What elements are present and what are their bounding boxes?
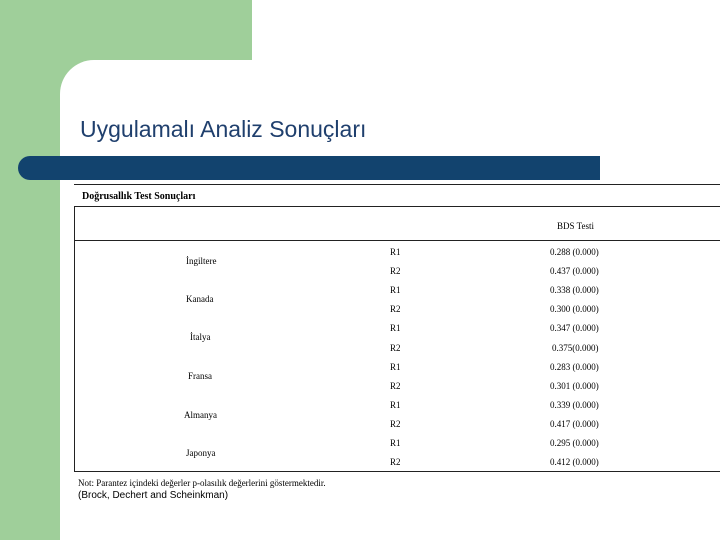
country-label: İtalya bbox=[190, 332, 211, 342]
row-value: 0.437 (0.000) bbox=[550, 266, 599, 276]
row-value: 0.301 (0.000) bbox=[550, 381, 599, 391]
table-caption: Doğrusallık Test Sonuçları bbox=[82, 191, 196, 202]
table-top-rule bbox=[74, 184, 720, 185]
row-label: R2 bbox=[390, 381, 401, 391]
row-value: 0.295 (0.000) bbox=[550, 438, 599, 448]
row-label: R2 bbox=[390, 419, 401, 429]
row-value: 0.375(0.000) bbox=[552, 343, 599, 353]
row-label: R1 bbox=[390, 438, 401, 448]
row-value: 0.288 (0.000) bbox=[550, 247, 599, 257]
table-left-rule bbox=[74, 206, 75, 472]
row-label: R2 bbox=[390, 266, 401, 276]
row-value: 0.283 (0.000) bbox=[550, 362, 599, 372]
country-label: İngiltere bbox=[186, 256, 217, 266]
row-label: R2 bbox=[390, 304, 401, 314]
row-value: 0.338 (0.000) bbox=[550, 285, 599, 295]
row-label: R1 bbox=[390, 323, 401, 333]
row-label: R1 bbox=[390, 247, 401, 257]
row-label: R1 bbox=[390, 362, 401, 372]
row-value: 0.300 (0.000) bbox=[550, 304, 599, 314]
row-value: 0.417 (0.000) bbox=[550, 419, 599, 429]
row-label: R2 bbox=[390, 343, 401, 353]
country-label: Kanada bbox=[186, 294, 214, 304]
row-value: 0.347 (0.000) bbox=[550, 323, 599, 333]
citation: (Brock, Dechert and Scheinkman) bbox=[78, 490, 229, 501]
table-bottom-rule bbox=[74, 471, 720, 472]
slide-title: Uygulamalı Analiz Sonuçları bbox=[80, 116, 367, 142]
country-label: Almanya bbox=[184, 410, 217, 420]
results-table bbox=[74, 184, 720, 472]
table-header-rule bbox=[74, 240, 720, 241]
row-value: 0.339 (0.000) bbox=[550, 400, 599, 410]
row-label: R2 bbox=[390, 457, 401, 467]
table-rule bbox=[74, 206, 720, 207]
column-header-bds: BDS Testi bbox=[557, 221, 594, 231]
row-label: R1 bbox=[390, 400, 401, 410]
country-label: Japonya bbox=[186, 448, 216, 458]
row-label: R1 bbox=[390, 285, 401, 295]
row-value: 0.412 (0.000) bbox=[550, 457, 599, 467]
table-note: Not: Parantez içindeki değerler p-olasılık değerlerini göstermektedir. bbox=[78, 478, 326, 488]
title-underline-bar bbox=[18, 156, 600, 180]
country-label: Fransa bbox=[188, 371, 212, 381]
